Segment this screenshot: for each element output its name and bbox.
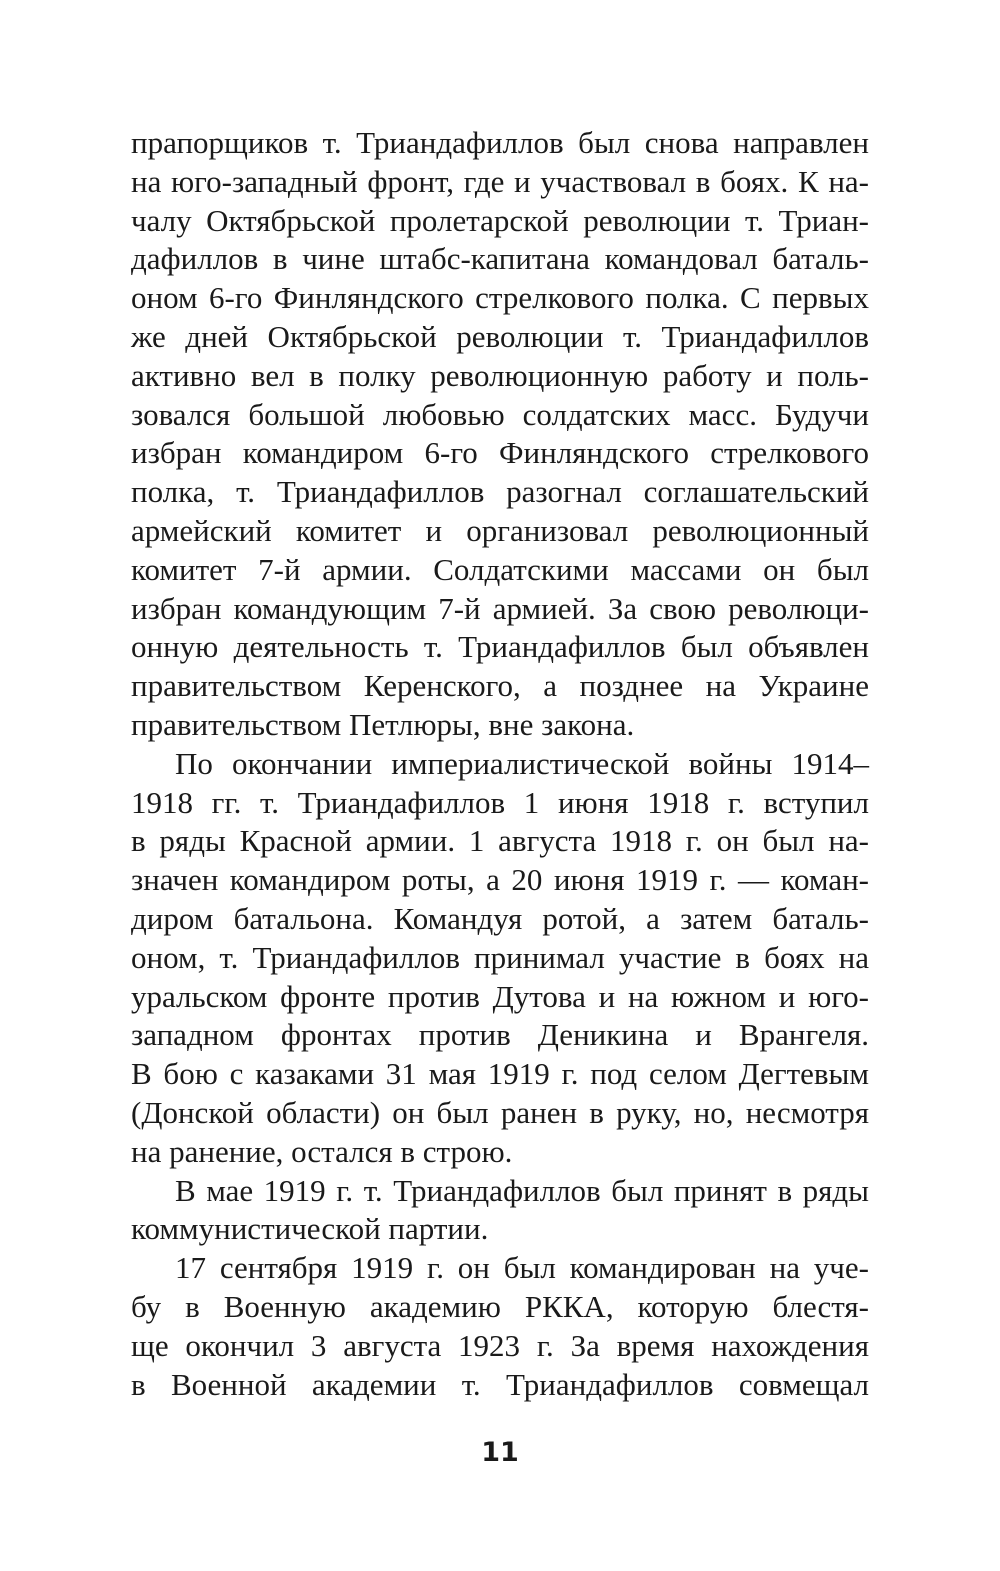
text-line: онную деятельность т. Триандафиллов был объявлен — [131, 629, 869, 665]
text-line: в Военной академии т. Триандафиллов совмещал — [131, 1366, 869, 1402]
text-line: зовался большой любовью солдатских масс. Будучи — [131, 396, 869, 432]
text-line: (Донской области) он был ранен в руку, но, несмотря — [131, 1094, 869, 1130]
text-line: уральском фронте против Дутова и на южном и юго- — [131, 978, 869, 1014]
text-line: чалу Октябрьской пролетарской революции т. Триан- — [131, 202, 869, 238]
page-number: 11 — [481, 1437, 519, 1468]
text-line: диром батальона. Командуя ротой, а затем баталь- — [131, 900, 869, 936]
text-line: прапорщиков т. Триандафиллов был снова направлен — [131, 125, 869, 160]
text-line: значен командиром роты, а 20 июня 1919 г. — коман- — [131, 862, 869, 898]
text-line: дафиллов в чине штабс-капитана командовал баталь- — [131, 241, 869, 277]
text-line: на ранение, остался в строю. — [131, 1133, 513, 1169]
text-line: комитет 7-й армии. Солдатскими массами он был — [131, 551, 869, 587]
text-line: армейский комитет и организовал революционный — [131, 512, 869, 548]
text-line: правительством Керенского, а позднее на Украине — [131, 668, 869, 704]
text-line: В мае 1919 г. т. Триандафиллов был принят в ряды — [175, 1172, 869, 1208]
text-line: избран командующим 7-й армией. За свою революци- — [131, 590, 869, 626]
text-line: оном 6-го Финляндского стрелкового полка. С первых — [131, 280, 869, 316]
text-line: По окончании империалистической войны 1914– — [175, 745, 869, 781]
text-line: бу в Военную академию РККА, которую блестя- — [131, 1288, 869, 1324]
text-line: В бою с казаками 31 мая 1919 г. под селом Дегтевым — [131, 1056, 869, 1092]
text-line: на юго-западный фронт, где и участвовал в боях. К на- — [131, 163, 869, 199]
text-line: оном, т. Триандафиллов принимал участие в боях на — [131, 939, 869, 975]
text-line: ще окончил 3 августа 1923 г. За время нахождения — [131, 1327, 869, 1363]
text-line: западном фронтах против Деникина и Врангеля. — [131, 1017, 869, 1053]
text-line: избран командиром 6-го Финляндского стрелкового — [131, 435, 869, 471]
text-line: правительством Петлюры, вне закона. — [131, 706, 635, 742]
text-line: 17 сентября 1919 г. он был командирован на уче- — [175, 1250, 869, 1286]
text-line: активно вел в полку революционную работу и поль- — [131, 357, 869, 393]
text-line: же дней Октябрьской революции т. Триандафиллов — [131, 318, 869, 354]
text-line: полка, т. Триандафиллов разогнал соглашательский — [131, 474, 869, 510]
text-line: в ряды Красной армии. 1 августа 1918 г. он был на- — [131, 823, 869, 859]
body-text — [131, 124, 869, 1404]
text-line: 1918 гг. т. Триандафиллов 1 июня 1918 г. вступил — [131, 784, 869, 820]
text-line: коммунистической партии. — [131, 1211, 489, 1247]
